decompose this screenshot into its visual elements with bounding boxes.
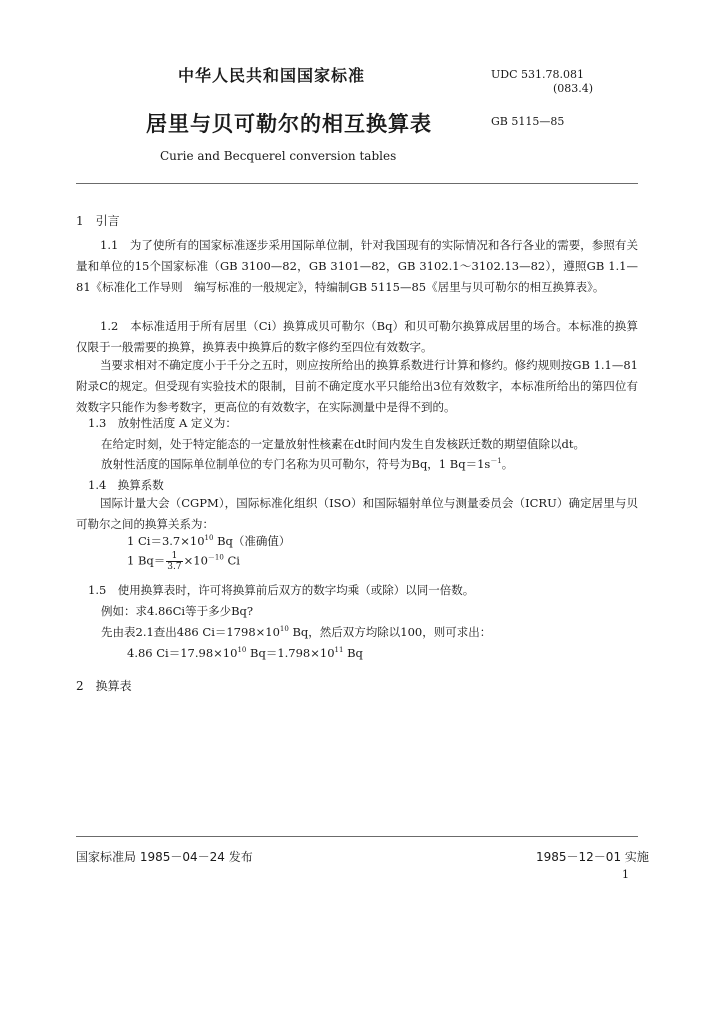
equation-curie — [127, 533, 290, 549]
page-number: 1 — [622, 868, 629, 881]
udc-code — [491, 68, 593, 96]
paragraph-1-1: 1.1 为了使所有的国家标准逐步采用国际单位制，针对我国现有的实际情况和各行各业的需要，参照有关量和单位的15个国家标准（GB 3100—82，GB 3101—82，GB 3102.1～3102.13—82），遵照GB 1.1—81《标准化工作导则 编写标准的一般规定》，特编制GB 5115—85《居里与贝可勒尔的相互换算表》。 — [76, 238, 638, 294]
example-question: 例如：求4.86Ci等于多少Bq? — [101, 604, 254, 618]
eq2-exponent: －10 — [207, 553, 224, 562]
eq2-numerator: 1 — [166, 551, 182, 562]
header-divider — [76, 183, 638, 184]
lookup-text: 先由表2.1查出486 Ci＝1798×10 — [101, 625, 280, 639]
paragraph-1-2a: 1.2 本标准适用于所有居里（Ci）换算成贝可勒尔（Bq）和贝可勒尔换算成居里的场合。本标准的换算仅限于一般需要的换算，换算表中换算后的数字修约至四位有效数字。 — [76, 319, 638, 354]
becquerel-unit-line — [101, 456, 513, 472]
becquerel-unit-text: 放射性活度的国际单位制单位的专门名称为贝可勒尔，符号为Bq，1 Bq＝1s — [101, 457, 491, 471]
standard-org-title: 中华人民共和国国家标准 — [178, 66, 366, 85]
result-middle: Bq＝1.798×10 — [246, 646, 335, 660]
eq2-lhs: 1 Bq＝ — [127, 553, 166, 568]
english-title: Curie and Becquerel conversion tables — [160, 149, 397, 163]
issue-date: 国家标准局 1985－04－24 发布 — [76, 850, 253, 864]
result-unit: Bq — [343, 646, 363, 660]
eq2-denominator: 3.7 — [167, 562, 182, 572]
document-title: 居里与贝可勒尔的相互换算表 — [146, 112, 432, 136]
lookup-exponent: 10 — [279, 625, 289, 634]
result-exponent-2: 11 — [334, 646, 344, 655]
section-1-heading: 1 引言 — [76, 214, 120, 228]
gb-number: GB 5115—85 — [491, 115, 565, 128]
result-lhs: 4.86 Ci＝17.98×10 — [127, 646, 238, 660]
eq2-multiplier: ×10 — [183, 553, 208, 568]
effective-date: 1985－12－01 实施 — [536, 850, 649, 864]
eq1-rhs: Bq（准确值） — [213, 534, 291, 548]
udc-line-2: (083.4) — [553, 82, 594, 95]
paragraph-1-2b: 当要求相对不确定度小于千分之五时，则应按所给出的换算系数进行计算和修约。修约规则按GB 1.1—81附录C的规定。但受现有实验技术的限制，目前不确定度水平只能给出3位有效数字，本标准所给出的第四位有效数字只能作为参考数字，更高位的有效数字，在实际测量中是得不到的。 — [76, 358, 638, 414]
paragraph-1-4-text: 国际计量大会（CGPM），国际标准化组织（ISO）和国际辐射单位与测量委员会（ICRU）确定居里与贝可勒尔之间的换算关系为： — [76, 496, 638, 531]
becquerel-unit-end: 。 — [501, 457, 514, 471]
result-line — [127, 645, 363, 661]
eq1-exponent: 10 — [204, 534, 214, 543]
eq2-fraction — [166, 551, 182, 572]
activity-definition: 在给定时刻，处于特定能态的一定量放射性核素在dt时间内发生自发核跃迁数的期望值除以dt。 — [101, 437, 585, 451]
footer-divider — [76, 836, 638, 837]
lookup-line — [101, 624, 491, 640]
section-2-heading: 2 换算表 — [76, 679, 132, 693]
eq1-lhs: 1 Ci＝3.7×10 — [127, 534, 205, 548]
paragraph-1-5-heading: 1.5 使用换算表时，许可将换算前后双方的数字均乘（或除）以同一倍数。 — [88, 583, 475, 597]
paragraph-1-4-heading: 1.4 换算系数 — [88, 478, 164, 492]
lookup-end: Bq，然后双方均除以100，则可求出： — [288, 625, 492, 639]
becquerel-unit-exponent: －1 — [490, 457, 502, 466]
eq2-unit: Ci — [223, 553, 240, 568]
equation-becquerel — [127, 551, 240, 572]
paragraph-1-3-heading: 1.3 放射性活度 A 定义为： — [88, 416, 237, 430]
result-exponent-1: 10 — [237, 646, 247, 655]
udc-line-1: UDC 531.78.081 — [491, 68, 584, 81]
